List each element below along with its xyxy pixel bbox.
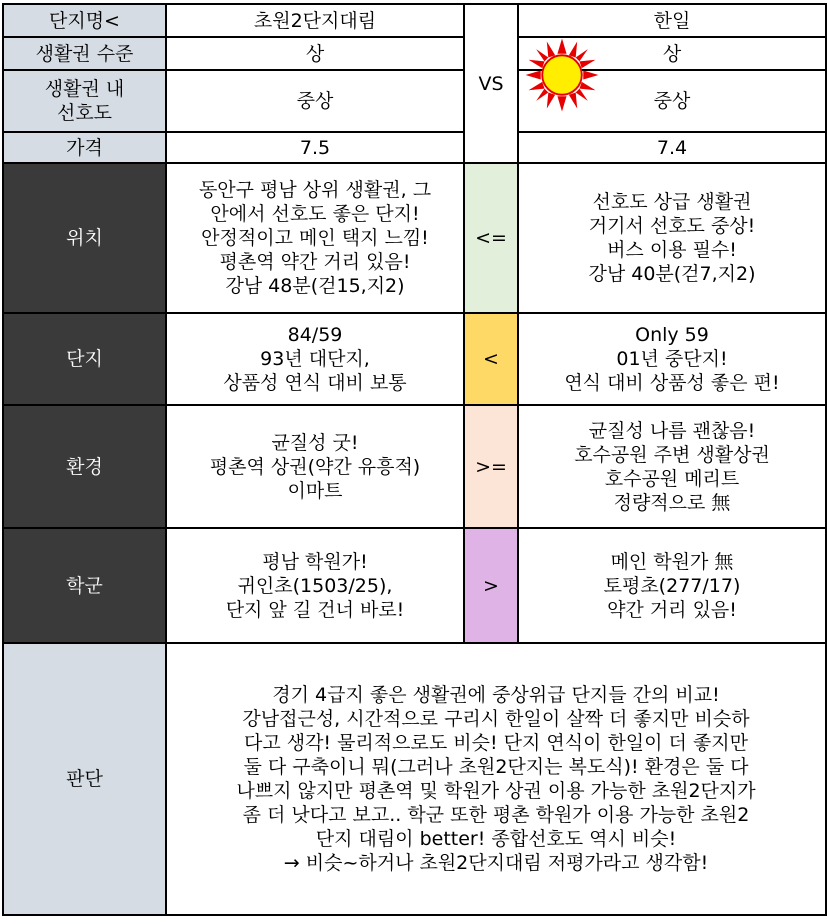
text-line: 정량적으로 無 [613, 491, 731, 514]
text-line: 호수공원 메리트 [604, 467, 740, 490]
zone-pref-label [3, 70, 166, 132]
text-line: 버스 이용 필수! [607, 239, 737, 261]
text-line: 강남 48분(걷15,지2) [225, 275, 405, 297]
text-line: 귀인초(1503/25), [237, 574, 393, 597]
section-b-cell [518, 313, 826, 405]
judgement-line: → 비슷~하거나 초원2단지대림 저평가라고 생각함! [283, 852, 709, 874]
text-line: 거기서 선호도 중상! [588, 215, 756, 237]
text-line: 토평초(277/17) [603, 574, 741, 597]
text-line: 안정적이고 메인 택지 느낌! [201, 227, 429, 249]
text-line: 평남 학원가! [262, 550, 368, 573]
judgement-line: 단지 대림이 better! 종합선호도 역시 비슷! [315, 828, 677, 850]
text-line: 선호도 상급 생활권 [592, 191, 752, 213]
compare-sign-complex: < [464, 313, 518, 405]
zone-pref-b: 중상 [518, 70, 826, 132]
section-label-school: 학군 [3, 528, 166, 643]
section-row [3, 528, 826, 643]
judgement-line: 경기 4급지 좋은 생활권에 중상위급 단지들 간의 비교! [272, 684, 720, 706]
judgement-line: 나쁘지 않지만 평촌역 및 학원가 상권 이용 가능한 초원2단지가 [236, 780, 756, 802]
text-line: 평촌역 약간 거리 있음! [219, 251, 411, 273]
text-line: 평촌역 상권(약간 유흥적) [209, 455, 421, 478]
text-line: 호수공원 주변 생활상권 [574, 443, 770, 466]
judgement-line: 다고 생각! 물리적으로도 비슷! 단지 연식이 한일이 더 좋지만 [243, 732, 749, 754]
price-a: 7.5 [166, 132, 464, 163]
sun-icon [524, 37, 600, 113]
judgement-line: 강남접근성, 시간적으로 구리시 한일이 살짝 더 좋지만 비슷하 [242, 708, 750, 730]
text-line: 연식 대비 상품성 좋은 편! [564, 372, 780, 394]
text-line: 강남 40분(걷7,지2) [588, 263, 756, 285]
compare-sign-school: > [464, 528, 518, 643]
section-row [3, 313, 826, 405]
header-label-name: 단지명< [3, 4, 166, 37]
section-b-cell [518, 528, 826, 643]
compare-sign-location: <= [464, 163, 518, 313]
text-line: 균질성 나름 괜찮음! [588, 419, 756, 442]
judgement-text [166, 643, 826, 915]
section-label-environment: 환경 [3, 405, 166, 528]
judgement-line: 둘 다 구축이니 뭐(그러나 초원2단지는 복도식)! 환경은 둘 다 [243, 756, 749, 778]
judgement-line: 좀 더 낫다고 보고.. 학군 또한 평촌 학원가 이용 가능한 초원2 [242, 804, 750, 826]
text-line: 메인 학원가 無 [610, 550, 734, 573]
price-b: 7.4 [518, 132, 826, 163]
zone-level-a: 상 [166, 37, 464, 70]
section-b-cell [518, 163, 826, 313]
zone-pref-label-line: 선호도 [56, 102, 113, 124]
text-line: Only 59 [635, 324, 709, 346]
section-row [3, 163, 826, 313]
price-label: 가격 [3, 132, 166, 163]
section-a-cell [166, 163, 464, 313]
text-line: 단지 앞 길 건너 바로! [225, 598, 405, 621]
text-line: 93년 대단지, [260, 348, 370, 370]
text-line: 동안구 평남 상위 생활권, 그 [198, 179, 432, 201]
section-a-cell [166, 528, 464, 643]
zone-pref-a: 중상 [166, 70, 464, 132]
complex-b-name: 한일 [518, 4, 826, 37]
text-line: 안에서 선호도 좋은 단지! [210, 203, 420, 225]
section-a-cell [166, 405, 464, 528]
complex-a-name: 초원2단지대림 [166, 4, 464, 37]
vs-label: VS [464, 4, 518, 163]
zone-level-b: 상 [518, 37, 826, 70]
text-line: 약간 거리 있음! [607, 598, 737, 621]
section-a-cell [166, 313, 464, 405]
section-label-location: 위치 [3, 163, 166, 313]
compare-sign-environment: >= [464, 405, 518, 528]
section-row [3, 405, 826, 528]
section-label-complex: 단지 [3, 313, 166, 405]
comparison-table [2, 3, 827, 916]
text-line: 이마트 [287, 479, 343, 502]
section-b-cell [518, 405, 826, 528]
text-line: 균질성 굿! [271, 431, 359, 454]
judgement-row [3, 643, 826, 915]
text-line: 01년 중단지! [616, 348, 728, 370]
zone-level-label: 생활권 수준 [3, 37, 166, 70]
text-line: 84/59 [287, 324, 343, 346]
zone-pref-label-line: 생활권 내 [44, 78, 125, 100]
judgement-label: 판단 [3, 643, 166, 915]
text-line: 상품성 연식 대비 보통 [223, 372, 407, 394]
